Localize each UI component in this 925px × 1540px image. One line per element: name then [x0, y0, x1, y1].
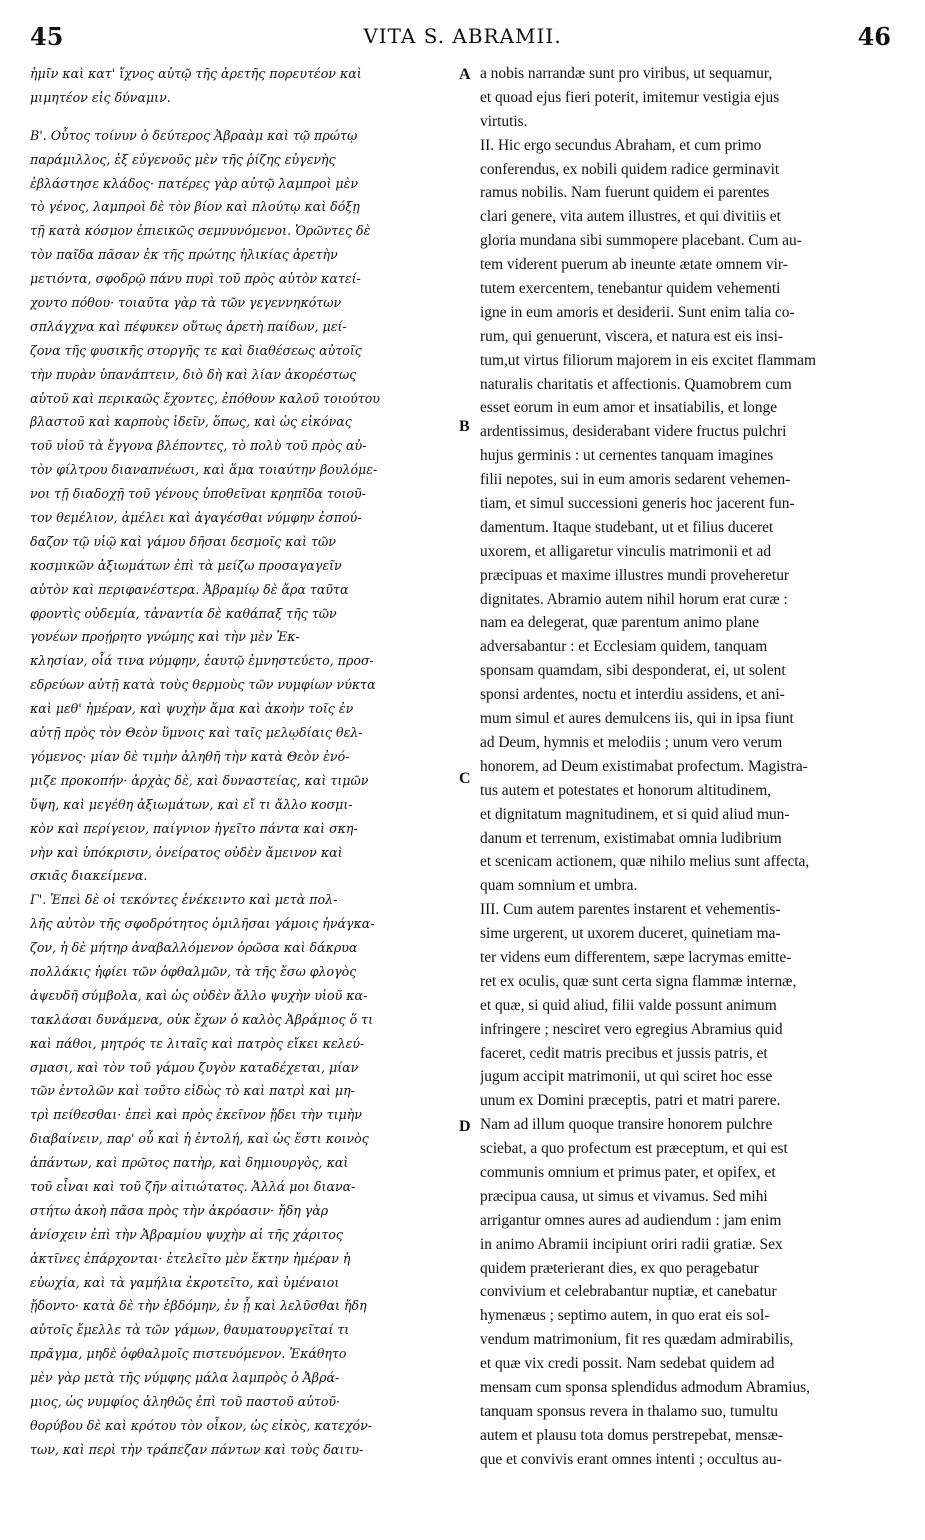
latin-text-line: III. Cum autem parentes instarent et vehementis-	[480, 901, 781, 919]
latin-text-line: que et convivis erant omnes intenti ; occultus au-	[480, 1450, 782, 1468]
latin-text-line: tiam, et simul successioni generis hoc jacerent fun-	[480, 495, 795, 513]
greek-text-line	[30, 110, 456, 124]
greek-text-line: στήτω ἀκοὴ πᾶσα πρὸς τὴν ἀκρόασιν· ἤδη γὰρ	[30, 1202, 329, 1218]
greek-text-line: μὲν γὰρ μετὰ τῆς νύμφης μάλα λαμπρὸς ὁ Ἀβρά-	[30, 1370, 340, 1386]
greek-text-line: καὶ μεθ' ἡμέραν, καὶ ψυχὴν ἅμα καὶ ἀκοὴν τοῖς ἐν	[30, 701, 354, 717]
greek-text-line: λῆς αὐτὸν τῆς σφοδρότητος ὁμιλῆσαι γάμοις ἠνάγκα-	[30, 916, 375, 932]
greek-text-line: σπλάγχνα καὶ πέφυκεν οὕτως ἀρετὴ παίδων, μεί-	[30, 318, 347, 334]
margin-marker-c: C	[459, 770, 471, 787]
latin-text-line: gloria mundana sibi summopere placebant. Cum au-	[480, 232, 802, 250]
greek-text-line: εὐωχία, καὶ τὰ γαμήλια ἐκροτεῖτο, καὶ ὑμέναιοι	[30, 1274, 340, 1290]
latin-text-line: hujus germinis : ut cernentes tanquam imagines	[480, 447, 774, 465]
greek-text-line: Β'. Οὗτος τοίνυν ὁ δεύτερος Ἀβραὰμ καὶ τῷ πρώτῳ	[30, 127, 358, 143]
greek-text-line: ζον, ἡ δὲ μήτηρ ἀναβαλλόμενον ὁρῶσα καὶ δάκρυα	[30, 940, 358, 956]
latin-text-line: filii nepotes, sui in eum amoris sedarent vehemen-	[480, 471, 791, 489]
margin-marker-d: D	[459, 1118, 471, 1135]
latin-text-line: faceret, cedit matris precibus et jussis patris, et	[480, 1044, 768, 1062]
greek-text-line: τὸ γένος, λαμπροὶ δὲ τὸν βίον καὶ πλούτῳ καὶ δόξῃ	[30, 199, 360, 215]
latin-text-line: ramus nobilis. Nam fuerunt quidem ei parentes	[480, 184, 770, 202]
running-title: VITA S. ABRAMII.	[363, 24, 562, 48]
latin-text-line: et quoad ejus fieri poterit, imitemur vestigia ejus	[480, 88, 780, 106]
latin-text-line: sciebat, a quo profectum est præceptum, et qui est	[480, 1140, 788, 1158]
latin-text-line: virtutis.	[480, 112, 528, 130]
latin-text-line: sime urgerent, ut uxorem duceret, quinetiam ma-	[480, 925, 781, 943]
greek-text-line: κοσμικῶν ἀξιωμάτων ἐπὶ τὰ μείζω προσαγαγεῖν	[30, 557, 342, 573]
greek-text-line: φροντὶς οὐδεμία, τἀναντία δὲ καθάπαξ τῆς τῶν	[30, 605, 337, 621]
latin-text-line: dignitates. Abramio autem nihil horum erat curæ :	[480, 590, 788, 608]
greek-text-line: κὸν καὶ περίγειον, παίγνιον ἡγεῖτο πάντα καὶ σκη-	[30, 820, 358, 836]
greek-text-line: τακλάσαι δυνάμενα, οὐκ ἔχων ὁ καλὸς Ἀβράμιος ὅ τι	[30, 1011, 374, 1027]
greek-text-line: των, καὶ περὶ τὴν τράπεζαν πάντων καὶ τοὺς δαιτυ-	[30, 1441, 364, 1457]
greek-text-line: ἀνίσχειν ἐπὶ τὴν Ἀβραμίου ψυχὴν αἱ τῆς χάριτος	[30, 1226, 343, 1242]
latin-text-line: tutem exercentem, tenebantur quidem vehementi	[480, 280, 781, 298]
latin-text-line: sponsi ardentes, noctu et interdiu assidens, et ani-	[480, 686, 785, 704]
latin-text-line: et quæ vix credi possit. Nam sedebat quidem ad	[480, 1355, 775, 1373]
latin-text-line: ardentissimus, desiderabant videre fructus pulchri	[480, 423, 787, 441]
latin-text-line: in animo Abramii incipiunt oriri radii gratiæ. Sex	[480, 1235, 783, 1253]
latin-text-line: rum, qui genuerunt, viscera, et natura est eis insi-	[480, 327, 784, 345]
greek-text-line: ἀψευδῆ σύμβολα, καὶ ὡς οὐδὲν ἄλλο ψυχὴν υἱοῦ κα-	[30, 987, 368, 1003]
latin-text-line: honorem, ad Deum existimabat profectum. Magistra-	[480, 757, 808, 775]
greek-text-line: ζονα τῆς φυσικῆς στοργῆς τε καὶ διαθέσεως αὐτοῖς	[30, 342, 362, 358]
latin-text-line: adversabantur : et Ecclesiam quidem, tanquam	[480, 638, 768, 656]
latin-text-line: a nobis narrandæ sunt pro viribus, ut sequamur,	[480, 65, 773, 82]
latin-text-line: unum ex Domini præceptis, patri et matri parere.	[480, 1092, 781, 1110]
latin-text-line: uxorem, et alligaretur vinculis matrimonii et ad	[480, 542, 772, 560]
latin-text-line: et scenicam actionem, quæ nihilo melius sunt affecta,	[480, 853, 810, 871]
latin-text-line: convivium et celebrabantur nuptiæ, et canebatur	[480, 1283, 777, 1301]
latin-text-line: igne in eum amoris et desiderii. Sunt enim talia co-	[480, 303, 795, 321]
latin-text-line: tem viderent puerum ab ineunte ætate omnem vir-	[480, 256, 788, 274]
page-header	[0, 0, 925, 60]
greek-text-line: βλαστοῦ καὶ καρποὺς ἰδεῖν, ὅπως, καὶ ὡς εἰκόνας	[30, 414, 352, 430]
latin-text-line: hymenæus ; septimo autem, in quo erat eis sol-	[480, 1307, 770, 1325]
greek-text-line: Γ'. Ἐπεὶ δὲ οἱ τεκόντες ἐνέκειντο καὶ μετὰ πολ-	[30, 892, 338, 908]
greek-text-line: τὸν φίλτρου διαναπνέωσι, καὶ ἅμα τοιαύτην βουλόμε-	[30, 462, 378, 478]
greek-text-line: νοι τῇ διαδοχῇ τοῦ γένους ὑποθεῖναι κρηπῖδα τοιοῦ-	[30, 486, 366, 502]
page-number-left: 45	[30, 22, 64, 51]
latin-text-line: ad Deum, hymnis et melodiis ; unum vero verum	[480, 733, 783, 751]
latin-text-line: II. Hic ergo secundus Abraham, et cum primo	[480, 136, 762, 154]
greek-text-line: ἐβλάστησε κλάδος· πατέρες γὰρ αὐτῷ λαμπροὶ μὲν	[30, 175, 358, 191]
greek-text-line: τοῦ εἶναι καὶ τοῦ ζῆν αἰτιώτατος. Ἀλλά μοι διανα-	[30, 1178, 356, 1194]
latin-text-line: conferendus, ex nobili quidem radice germinavit	[480, 160, 780, 178]
latin-text-line: autem et plausu tota domus perstrepebat, mensæ-	[480, 1426, 784, 1444]
greek-text-line: ἡμῖν καὶ κατ' ἴχνος αὐτῷ τῆς ἀρετῆς πορευτέον καὶ	[30, 66, 362, 81]
greek-text-line: σμασι, καὶ τὸν τοῦ γάμου ζυγὸν καταδέχεται, μίαν	[30, 1059, 359, 1075]
greek-text-line: μιμητέον εἰς δύναμιν.	[30, 89, 171, 105]
greek-text-line: διαβαίνειν, παρ' οὗ καὶ ἡ ἐντολή, καὶ ὡς ἔστι κοινὸς	[30, 1131, 369, 1147]
latin-text-line: mensam cum sponsa splendidus admodum Abramius,	[480, 1378, 811, 1396]
greek-text-line: ᾔδοντο· κατὰ δὲ τὴν ἑβδόμην, ἐν ᾗ καὶ λελῦσθαι ἤδη	[30, 1298, 367, 1314]
latin-text-line: clari genere, vita autem illustres, et qui divitiis et	[480, 208, 781, 226]
greek-text-line: αὐτὸν καὶ περιφανέστερα. Ἀβραμίῳ δὲ ἄρα ταῦτα	[30, 581, 349, 597]
latin-text-line: mum simul et aures demulcens iis, qui in ipsa fiunt	[480, 710, 794, 728]
greek-text-line: σκιᾶς διακείμενα.	[30, 868, 148, 884]
greek-text-line: τῶν ἐντολῶν καὶ τοῦτο εἰδὼς τὸ καὶ πατρὶ καὶ μη-	[30, 1083, 355, 1099]
greek-text-line: αὐτοῖς ἔμελλε τὰ τῶν γάμων, θαυματουργεῖταί τι	[30, 1322, 350, 1338]
greek-text-line: καὶ πάθοι, μητρός τε λιταῖς καὶ πατρὸς εἴκει κελεύ-	[30, 1035, 365, 1051]
greek-text-line: δαζον τῷ υἱῷ καὶ γάμου δῆσαι δεσμοῖς καὶ τῶν	[30, 533, 336, 549]
margin-marker-b: B	[459, 418, 470, 435]
margin-marker-a: A	[459, 66, 471, 83]
greek-text-line: αὐτῇ πρὸς τὸν Θεὸν ὕμνοις καὶ ταῖς μελῳδίαις θελ-	[30, 725, 363, 741]
latin-text-line: jugum accipit matrimonii, ut qui sciret hoc esse	[480, 1068, 773, 1086]
latin-text-line: danum et terrenum, existimabat omnia ludibrium	[480, 829, 782, 847]
latin-text-line: naturalis charitatis et affectionis. Quamobrem cum	[480, 375, 792, 393]
greek-text-line: θορύβου δὲ καὶ κρότου τὸν οἶκον, ὡς εἰκὸς, κατεχόν-	[30, 1417, 373, 1433]
latin-text-line: arrigantur omnes aures ad audiendum : jam enim	[480, 1211, 782, 1229]
greek-text-line: τῇ κατὰ κόσμον ἐπιεικῶς σεμνυνόμενοι. Ὁρῶντες δὲ	[30, 223, 371, 239]
greek-text-line: παράμιλλος, ἐξ εὐγενοῦς μὲν τῆς ῥίζης εὐγενὴς	[30, 151, 336, 167]
latin-text-line: vendum matrimonium, fit res quædam admirabilis,	[480, 1331, 794, 1349]
latin-text-line: præcipuas et maxime illustres mundi proveheretur	[480, 566, 790, 584]
latin-text-line: et quæ, si quid aliud, filii valde possunt animum	[480, 996, 777, 1014]
greek-text-line: τρὶ πείθεσθαι· ἐπεὶ καὶ πρὸς ἐκεῖνον ᾔδει τὴν τιμὴν	[30, 1107, 362, 1123]
greek-text-line: γόμενος· μίαν δὲ τιμὴν ἀληθῆ τὴν κατὰ Θεὸν ἐνό-	[30, 748, 350, 764]
latin-text-line: sponsam quamdam, sibi desponderat, ei, ut solent	[480, 662, 786, 680]
latin-text-line: damentum. Itaque studebant, ut et filius duceret	[480, 518, 774, 536]
page-number-right: 46	[857, 22, 891, 51]
latin-text-line: tum,ut virtus filiorum majorem in eis excitet flammam	[480, 351, 816, 369]
latin-text-line: communis omnium et primus pater, et opifex, et	[480, 1163, 776, 1181]
greek-text-line: μιζε προκοπήν· ἀρχὰς δὲ, καὶ δυναστείας, καὶ τιμῶν	[30, 772, 369, 788]
greek-text-line: τὸν παῖδα πᾶσαν ἐκ τῆς πρώτης ἡλικίας ἀρετὴν	[30, 247, 338, 263]
greek-text-line: ὕψη, καὶ μεγέθη ἀξιωμάτων, καὶ εἴ τι ἄλλο κοσμι-	[30, 796, 353, 812]
greek-text-line: τὴν πυρὰν ὑπανάπτειν, διὸ δὴ καὶ λίαν ἀκορέστως	[30, 366, 357, 382]
latin-text-line: tanquam sponsus revera in thalamo suo, tumultu	[480, 1402, 778, 1420]
latin-text-line: Nam ad illum quoque transire honorem pulchre	[480, 1116, 773, 1134]
latin-text-line: tus autem et potestates et honorum altitudinem,	[480, 781, 772, 799]
greek-text-line: αὐτοῦ καὶ περικαῶς ἔχοντες, ἐπόθουν καλοῦ τοιούτου	[30, 390, 380, 406]
latin-text-line: infringere ; nesciret vero egregius Abramius quid	[480, 1020, 783, 1038]
greek-text-line: χοντο πόθου· τοιαῦτα γὰρ τὰ τῶν γεγεννηκότων	[30, 295, 342, 311]
greek-text-line: γονέων προῄρητο γνώμης καὶ τὴν μὲν Ἐκ-	[30, 629, 300, 645]
greek-text-line: κλησίαν, οἷά τινα νύμφην, ἑαυτῷ ἐμνηστεύετο, προσ-	[30, 653, 374, 669]
latin-text-line: et dignitatum magnitudinem, et si quid aliud mun-	[480, 805, 790, 823]
latin-text-line: quam somnium et umbra.	[480, 877, 638, 895]
greek-text-line: ἀκτῖνες ἐπάρχονται· ἐτελεῖτο μὲν ἕκτην ἡμέραν ἡ	[30, 1250, 351, 1266]
greek-text-line: πρᾶγμα, μηδὲ ὀφθαλμοῖς πιστευόμενον. Ἐκάθητο	[30, 1346, 347, 1362]
latin-text-line: ter videns eum differentem, sæpe lacrymas emitte-	[480, 948, 792, 966]
latin-column	[480, 62, 900, 1472]
greek-text-line: ἁπάντων, καὶ πρῶτος πατὴρ, καὶ δημιουργὸς, καὶ	[30, 1155, 349, 1171]
latin-text-line: nam ea delegerat, quæ parentum animo plane	[480, 614, 760, 632]
latin-text-line: esset eorum in eum amor et insatiabilis, et longe	[480, 399, 778, 417]
greek-text-line: μιος, ὡς νυμφίος ἀληθῶς ἐπὶ τοῦ παστοῦ αὐτοῦ·	[30, 1393, 341, 1409]
latin-text-line: quidem præterierant dies, ex quo peragebatur	[480, 1259, 759, 1277]
greek-text-line: μετιόντα, σφοδρῷ πάνυ πυρὶ τοῦ πρὸς αὐτὸν κατεί-	[30, 271, 361, 287]
latin-text-line: ret ex oculis, quæ sunt certa signa flammæ internæ,	[480, 972, 797, 990]
greek-text-line: πολλάκις ἠφίει τῶν ὀφθαλμῶν, τὰ τῆς ἔσω φλογὸς	[30, 963, 357, 979]
greek-text-line: εδρεύων αὐτῇ κατὰ τοὺς θερμοὺς τῶν νυμφίων νύκτα	[30, 677, 376, 693]
greek-text-line: τον θεμέλιον, ἀμέλει καὶ ἀγαγέσθαι νύμφην ἐσπού-	[30, 510, 362, 526]
latin-text-line: præcipua causa, ut simus et vivamus. Sed mihi	[480, 1187, 768, 1205]
greek-text-line: νὴν καὶ ὑπόκρισιν, ὀνείρατος οὐδὲν ἄμεινον καὶ	[30, 844, 343, 860]
greek-text-line: τοῦ υἱοῦ τὰ ἔγγονα βλέποντες, τὸ πολὺ τοῦ πρὸς αὐ-	[30, 438, 367, 454]
greek-column	[30, 62, 456, 1462]
